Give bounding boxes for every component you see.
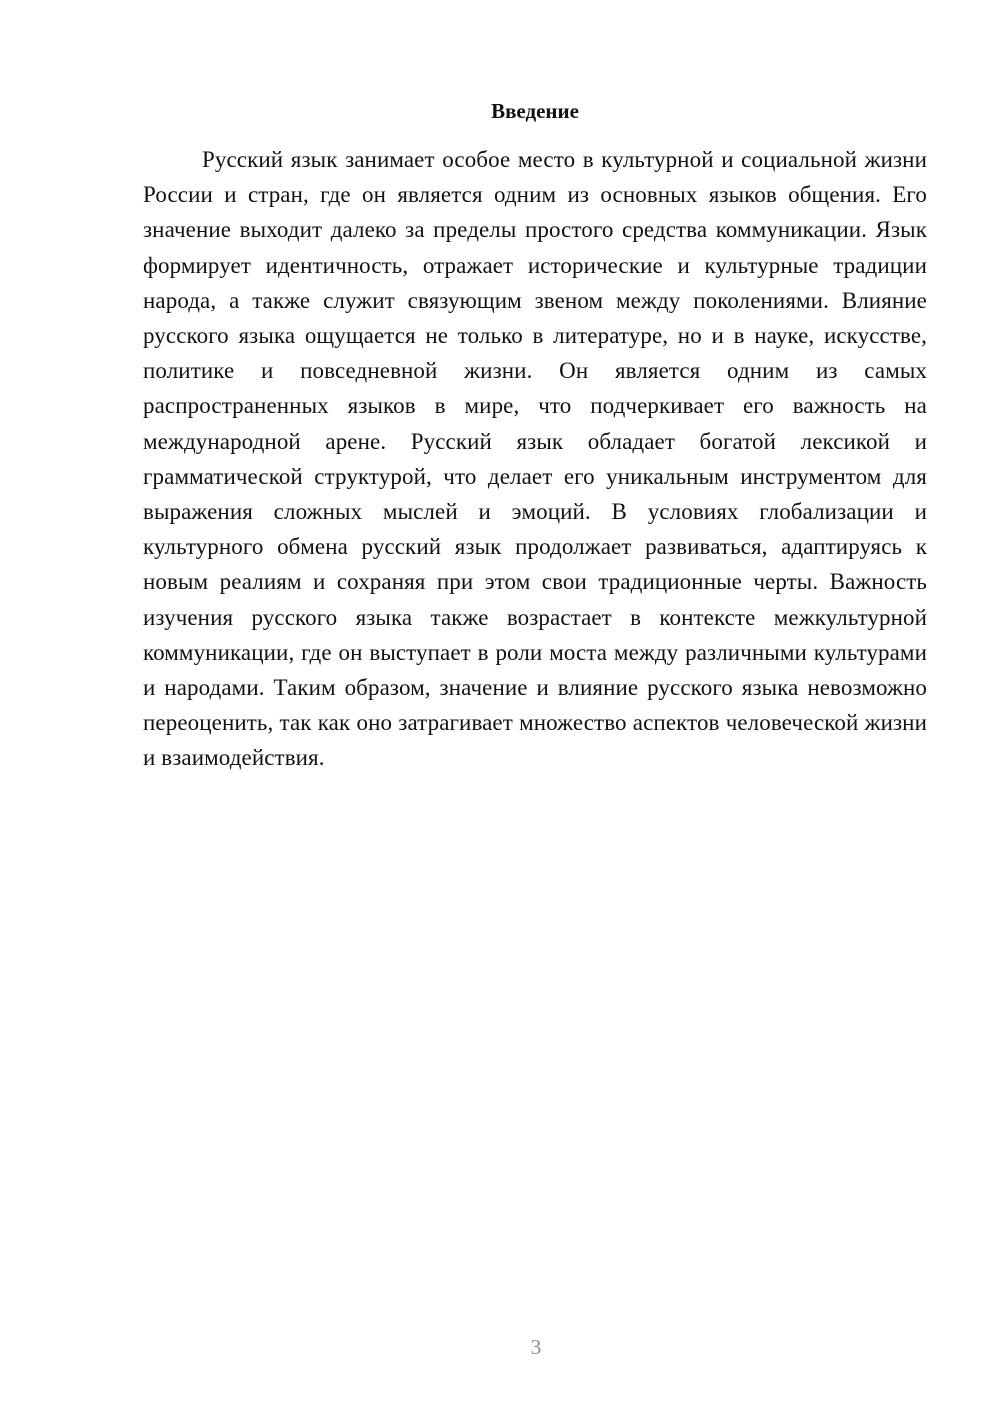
page-number: 3 [530,1335,542,1359]
section-heading: Введение [491,99,579,123]
body-paragraph: Русский язык занимает особое место в культурной и социальной жизни России и стран, где он является одним из основных языков общения. Его значение выходит далеко за пределы простого средства коммуникации. Язык формирует идентичность, отражает исторические и культурные традиции народа, а также служит связующим звеном между поколениями. Влияние русского языка ощущается не только в литературе, но и в науке, искусстве, политике и повседневной жизни. Он является одним из самых распространенных языков в мире, что подчеркивает его важность на международной арене. Русский язык обладает богатой лексикой и грамматической структурой, что делает его уникальным инструментом для выражения сложных мыслей и эмоций. В условиях глобализации и культурного обмена русский язык продолжает развиваться, адаптируясь к новым реалиям и сохраняя при этом свои традиционные черты. Важность изучения русского языка также возрастает в контексте межкультурной коммуникации, где он выступает в роли моста между различными культурами и народами. Таким образом, значение и влияние русского языка невозможно переоценить, так как оно затрагивает множество аспектов человеческой жизни и взаимодействия. [143,147,927,771]
